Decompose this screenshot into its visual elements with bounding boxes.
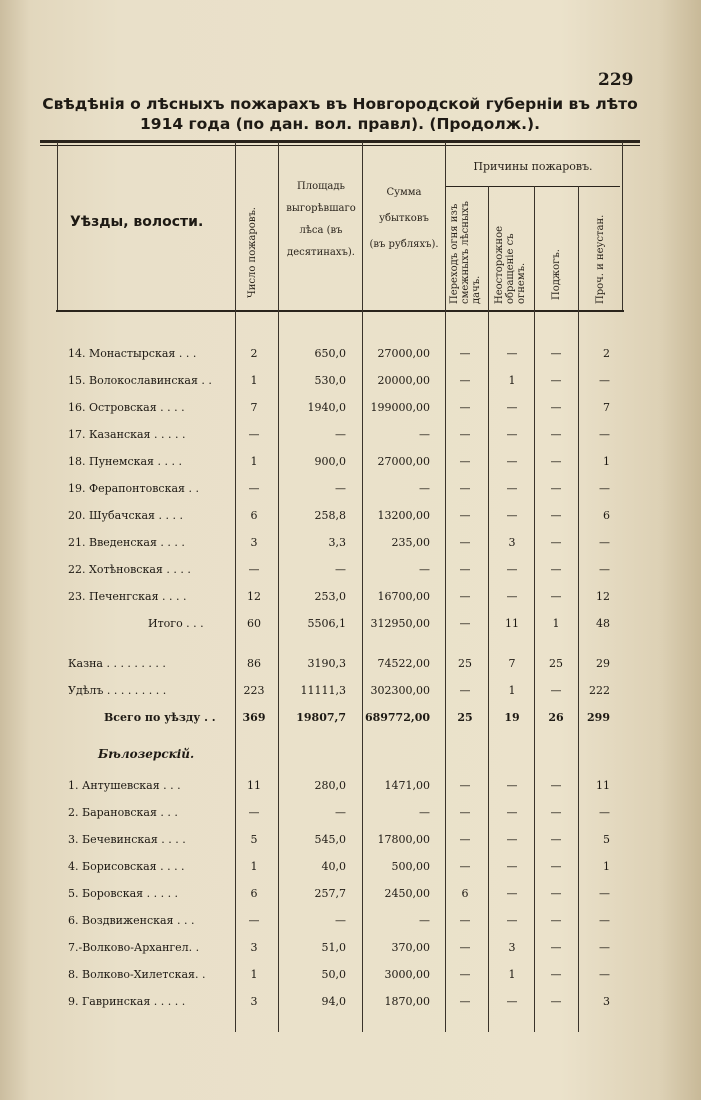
cell-c5: — <box>506 482 518 495</box>
cell-c4: — <box>459 347 471 360</box>
cell-c4: — <box>459 509 471 522</box>
cell-c6: — <box>550 806 562 819</box>
cell-c7: 5 <box>603 833 610 846</box>
cell-c7: 7 <box>603 401 610 414</box>
cell-c2: 530,0 <box>314 374 346 387</box>
cell-c4: — <box>459 995 471 1008</box>
cell-c4: — <box>459 482 471 495</box>
row-name: Казна . . . . . . . . . <box>68 657 166 670</box>
table-row <box>0 860 701 884</box>
row-name: 15. Волокославинская . . <box>68 374 212 387</box>
cell-c1: — <box>248 563 260 576</box>
header-cause-2: Неосторожное обращеніе съ огнемъ. <box>494 225 527 304</box>
table-row <box>0 590 701 614</box>
cell-c6: — <box>550 347 562 360</box>
cell-c6: — <box>550 428 562 441</box>
cell-c7: 29 <box>596 657 610 670</box>
cell-c4: 6 <box>461 887 469 900</box>
cell-c4: — <box>459 968 471 981</box>
cell-c1: 12 <box>247 590 261 603</box>
row-name: 16. Островская . . . . <box>68 401 185 414</box>
cell-c2: 51,0 <box>321 941 346 954</box>
cell-c3: 500,00 <box>391 860 430 873</box>
row-name: 4. Борисовская . . . . <box>68 860 185 873</box>
cell-c5: — <box>506 590 518 603</box>
header-area: Площадь выгорѣвшаго лѣса (въ десятинахъ). <box>286 181 356 258</box>
cell-c5: — <box>506 887 518 900</box>
cell-c1: 60 <box>247 617 261 630</box>
header-cause-3: Поджогъ. <box>551 249 562 300</box>
cell-c5: — <box>506 401 518 414</box>
cell-c1: 223 <box>243 684 265 697</box>
cell-c5: — <box>506 455 518 468</box>
cell-c5: — <box>506 833 518 846</box>
row-name: 6. Воздвиженская . . . <box>68 914 195 927</box>
cell-c5: — <box>506 428 518 441</box>
cell-c1: 2 <box>250 347 258 360</box>
cell-c5: 3 <box>508 536 516 549</box>
cell-c1: — <box>248 806 260 819</box>
cell-c4: — <box>459 833 471 846</box>
cell-c2: — <box>335 914 346 927</box>
table-row <box>0 887 701 911</box>
cell-c6: — <box>550 833 562 846</box>
table-row <box>0 806 701 830</box>
cell-c3: 16700,00 <box>377 590 430 603</box>
cell-c6: — <box>550 860 562 873</box>
cell-c7: — <box>599 887 610 900</box>
cell-c5: — <box>506 347 518 360</box>
cell-c2: 3190,3 <box>307 657 346 670</box>
cell-c4: 25 <box>457 711 473 724</box>
cell-c6: — <box>550 374 562 387</box>
cell-c3: — <box>419 563 430 576</box>
cell-c3: 74522,00 <box>377 657 430 670</box>
cell-c6: — <box>550 401 562 414</box>
cell-c4: — <box>459 401 471 414</box>
table-row <box>0 401 701 425</box>
cell-c1: 11 <box>247 779 261 792</box>
cell-c2: 19807,7 <box>296 711 346 724</box>
cell-c4: — <box>459 428 471 441</box>
cell-c3: 27000,00 <box>377 455 430 468</box>
cell-c2: 280,0 <box>314 779 346 792</box>
cell-c2: 650,0 <box>314 347 346 360</box>
cell-c4: — <box>459 536 471 549</box>
top-rule-thin <box>40 145 640 146</box>
cell-c7: 6 <box>603 509 610 522</box>
cell-c6: — <box>550 779 562 792</box>
cell-c2: 11111,3 <box>300 684 346 697</box>
cell-c6: 26 <box>548 711 564 724</box>
row-name: 23. Печенгская . . . . <box>68 590 187 603</box>
cell-c4: 25 <box>458 657 472 670</box>
cell-c4: — <box>459 914 471 927</box>
cell-c6: 25 <box>549 657 563 670</box>
cell-c1: 86 <box>247 657 261 670</box>
table-row <box>0 941 701 965</box>
table-row <box>0 482 701 506</box>
row-name: 20. Шубачская . . . . <box>68 509 183 522</box>
cell-c6: — <box>550 455 562 468</box>
cell-c6: — <box>550 941 562 954</box>
cell-c3: 1870,00 <box>384 995 430 1008</box>
cell-c7: 1 <box>603 455 610 468</box>
cell-c5: 11 <box>505 617 519 630</box>
cell-c3: 302300,00 <box>370 684 430 697</box>
cell-c2: 253,0 <box>314 590 346 603</box>
cell-c3: 312950,00 <box>370 617 430 630</box>
cell-c6: — <box>550 590 562 603</box>
cell-c1: 6 <box>250 887 258 900</box>
cell-c2: — <box>335 563 346 576</box>
header-bottom-rule <box>56 310 624 312</box>
cell-c5: 7 <box>508 657 516 670</box>
row-name: 8. Волково-Хилетская. . <box>68 968 206 981</box>
cell-c5: 3 <box>508 941 516 954</box>
cell-c5: 1 <box>508 374 516 387</box>
cell-c7: — <box>599 536 610 549</box>
cell-c3: 235,00 <box>391 536 430 549</box>
cell-c2: — <box>335 806 346 819</box>
cell-c2: 257,7 <box>314 887 346 900</box>
table-row <box>0 509 701 533</box>
cell-c7: — <box>599 428 610 441</box>
cell-c1: 1 <box>250 860 258 873</box>
cell-c6: — <box>550 536 562 549</box>
cell-c7: — <box>599 968 610 981</box>
cell-c7: — <box>599 374 610 387</box>
cell-c3: 1471,00 <box>384 779 430 792</box>
cell-c7: 222 <box>589 684 610 697</box>
cell-c1: — <box>248 482 260 495</box>
cell-c5: — <box>506 860 518 873</box>
table-row <box>0 833 701 857</box>
cell-c7: 3 <box>603 995 610 1008</box>
cell-c7: — <box>599 482 610 495</box>
table-row <box>0 711 701 735</box>
row-name: 18. Пунемская . . . . <box>68 455 182 468</box>
cell-c2: 40,0 <box>321 860 346 873</box>
table-row <box>0 428 701 452</box>
table-row <box>0 779 701 803</box>
cell-c1: 1 <box>250 455 258 468</box>
row-name: 22. Хотѣновская . . . . <box>68 563 191 576</box>
row-name: 17. Казанская . . . . . <box>68 428 186 441</box>
row-name: 21. Введенская . . . . <box>68 536 185 549</box>
cell-c1: 6 <box>250 509 258 522</box>
cell-c1: 369 <box>242 711 266 724</box>
cell-c3: 370,00 <box>391 941 430 954</box>
cell-c3: 13200,00 <box>377 509 430 522</box>
table-row <box>0 968 701 992</box>
row-name: 14. Монастырская . . . <box>68 347 197 360</box>
cell-c4: — <box>459 779 471 792</box>
row-name: 2. Барановская . . . <box>68 806 178 819</box>
table-row <box>0 684 701 708</box>
table-row <box>0 374 701 398</box>
row-name: 5. Боровская . . . . . <box>68 887 179 900</box>
cell-c3: — <box>419 914 430 927</box>
cell-c7: 299 <box>587 711 610 724</box>
table-row <box>0 914 701 938</box>
row-name: 3. Бечевинская . . . . <box>68 833 186 846</box>
row-name: Всего по уѣзду . . <box>104 711 216 724</box>
cell-c5: — <box>506 995 518 1008</box>
cell-c5: — <box>506 563 518 576</box>
table-row <box>0 995 701 1019</box>
title-line-2: 1914 года (по дан. вол. правл). (Продолж.). <box>140 115 540 133</box>
cell-c3: 3000,00 <box>384 968 430 981</box>
header-causes: Причины пожаровъ. <box>473 160 593 173</box>
row-name: 7.-Волково-Архангел. . <box>68 941 200 954</box>
cell-c4: — <box>459 455 471 468</box>
cell-c3: 27000,00 <box>377 347 430 360</box>
cell-c3: 20000,00 <box>377 374 430 387</box>
cell-c6: — <box>550 914 562 927</box>
cell-c1: 1 <box>250 968 258 981</box>
header-cause-4: Проч. и неустан. <box>595 214 606 304</box>
row-name: 9. Гавринская . . . . . <box>68 995 186 1008</box>
cell-c3: — <box>419 428 430 441</box>
table-row <box>0 347 701 371</box>
cell-c1: 1 <box>250 374 258 387</box>
row-name: Итого . . . <box>148 617 204 630</box>
header-count: Число пожаровъ. <box>247 207 258 298</box>
col-line-left <box>57 142 58 310</box>
cell-c5: — <box>506 509 518 522</box>
cell-c2: 900,0 <box>314 455 346 468</box>
cell-c1: 3 <box>250 941 258 954</box>
cell-c6: — <box>550 968 562 981</box>
cell-c2: 50,0 <box>321 968 346 981</box>
cell-c1: 7 <box>250 401 258 414</box>
cell-c4: — <box>459 563 471 576</box>
cell-c3: 689772,00 <box>364 711 430 724</box>
row-name: Удѣлъ . . . . . . . . . <box>68 684 167 697</box>
cell-c3: 17800,00 <box>377 833 430 846</box>
cell-c1: — <box>248 428 260 441</box>
cell-c1: — <box>248 914 260 927</box>
row-name: 1. Антушевская . . . <box>68 779 181 792</box>
causes-rule <box>446 186 620 187</box>
cell-c2: — <box>335 428 346 441</box>
cell-c6: — <box>550 887 562 900</box>
cell-c4: — <box>459 684 471 697</box>
table-row <box>0 617 701 641</box>
header-district: Уѣзды, волости. <box>70 214 204 230</box>
cell-c5: — <box>506 806 518 819</box>
cell-c2: 94,0 <box>321 995 346 1008</box>
cell-c7: 2 <box>603 347 610 360</box>
cell-c7: 48 <box>596 617 610 630</box>
page-number: 229 <box>598 70 634 90</box>
cell-c2: 5506,1 <box>307 617 346 630</box>
table-row <box>0 657 701 681</box>
cell-c4: — <box>459 590 471 603</box>
cell-c2: — <box>335 482 346 495</box>
cell-c6: 1 <box>552 617 560 630</box>
cell-c6: — <box>550 482 562 495</box>
cell-c7: 1 <box>603 860 610 873</box>
cell-c3: 199000,00 <box>370 401 430 414</box>
page-title <box>30 94 650 134</box>
table-row <box>0 536 701 560</box>
cell-c4: — <box>459 374 471 387</box>
cell-c7: — <box>599 914 610 927</box>
section-title: Бѣлозерскій. <box>98 747 195 761</box>
cell-c2: 3,3 <box>328 536 346 549</box>
header-sum: Сумма убытковъ (въ рубляхъ). <box>369 187 439 250</box>
row-name: 19. Ферапонтовская . . <box>68 482 199 495</box>
cell-c5: — <box>506 914 518 927</box>
cell-c1: 3 <box>250 536 258 549</box>
cell-c5: 1 <box>508 684 516 697</box>
cell-c4: — <box>459 941 471 954</box>
col-line-right <box>622 142 623 310</box>
cell-c1: 3 <box>250 995 258 1008</box>
cell-c7: 12 <box>596 590 610 603</box>
cell-c2: 1940,0 <box>307 401 346 414</box>
table-row <box>0 563 701 587</box>
cell-c7: — <box>599 563 610 576</box>
cell-c3: — <box>419 482 430 495</box>
table-row <box>0 455 701 479</box>
cell-c6: — <box>550 995 562 1008</box>
cell-c5: — <box>506 779 518 792</box>
cell-c4: — <box>459 617 471 630</box>
cell-c6: — <box>550 509 562 522</box>
cell-c5: 19 <box>504 711 520 724</box>
cell-c2: 545,0 <box>314 833 346 846</box>
top-rule <box>40 140 640 143</box>
cell-c3: — <box>419 806 430 819</box>
cell-c7: — <box>599 806 610 819</box>
cell-c6: — <box>550 563 562 576</box>
header-cause-1: Переходъ огня изъ смежныхъ лѣсныхъ дачъ. <box>449 201 482 304</box>
cell-c4: — <box>459 806 471 819</box>
cell-c4: — <box>459 860 471 873</box>
cell-c7: — <box>599 941 610 954</box>
cell-c1: 5 <box>250 833 258 846</box>
cell-c5: 1 <box>508 968 516 981</box>
cell-c6: — <box>550 684 562 697</box>
cell-c7: 11 <box>596 779 610 792</box>
cell-c3: 2450,00 <box>384 887 430 900</box>
cell-c2: 258,8 <box>314 509 346 522</box>
title-line-1: Свѣдѣнія о лѣсныхъ пожарахъ въ Новгородской губерніи въ лѣто <box>42 95 638 113</box>
